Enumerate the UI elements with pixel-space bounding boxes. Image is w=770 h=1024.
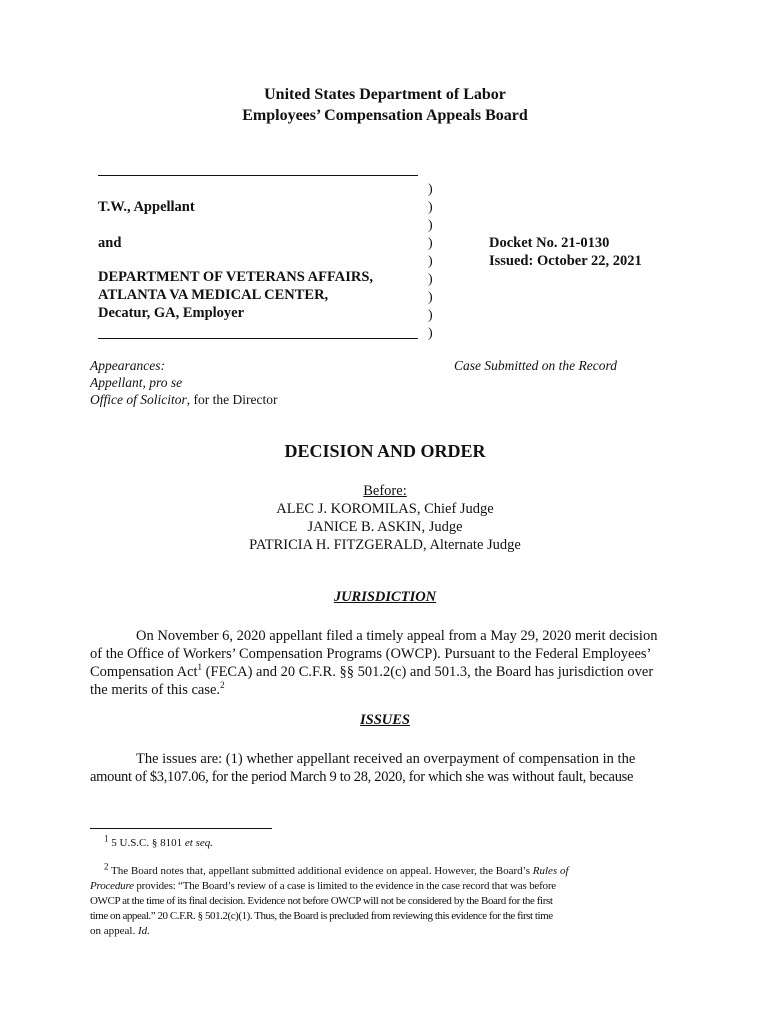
footnote-1-number: 1 (104, 833, 109, 844)
footnote-1-text: 5 U.S.C. § 8101 (108, 837, 185, 849)
caption-top-rule (98, 175, 418, 176)
decision-title: DECISION AND ORDER (284, 441, 486, 461)
footnote-2-line-5 (90, 924, 150, 939)
paren: ) (428, 326, 433, 341)
employer-line-3: Decatur, GA, Employer (98, 305, 245, 321)
footnote-2-text-a: The Board notes that, appellant submitted additional evidence on appeal. However, the Board’s (108, 865, 533, 877)
paren: ) (428, 254, 433, 269)
appellant-name: T.W., Appellant (98, 199, 195, 215)
caption-bottom-rule (98, 338, 418, 339)
footnote-2-rules-of: Rules of (532, 865, 569, 877)
footnote-2-line-3: OWCP at the time of its final decision. Evidence not before OWCP will not be considered by the Board for the first (90, 895, 553, 907)
caption-and: and (98, 235, 122, 251)
paren: ) (428, 308, 433, 323)
footnote-2-text-b: provides: “The Board’s review of a case is limited to the evidence in the case record that was before (133, 880, 556, 892)
footnote-separator (90, 828, 272, 829)
board-title: Employees’ Compensation Appeals Board (242, 107, 528, 124)
solicitor-name: Office of Solicitor (90, 392, 187, 407)
solicitor-role: , for the Director (186, 392, 278, 407)
jurisdiction-line-4a: the merits of this case. (90, 682, 221, 698)
footnote-2-procedure: Procedure (90, 880, 134, 892)
footnote-2-number: 2 (104, 861, 109, 872)
paren: ) (428, 290, 433, 305)
footnote-2-line-2 (90, 879, 556, 894)
footnote-1 (104, 833, 214, 851)
solicitor-line (90, 392, 277, 408)
footnote-2-id: Id. (137, 925, 150, 937)
jurisdiction-heading: JURISDICTION (333, 589, 437, 605)
paren: ) (428, 236, 433, 251)
footnote-1-etseq: et seq. (184, 837, 214, 849)
issued-date: Issued: October 22, 2021 (489, 253, 642, 269)
paren: ) (428, 182, 433, 197)
employer-line-1: DEPARTMENT OF VETERANS AFFAIRS, (98, 269, 374, 285)
case-submitted: Case Submitted on the Record (454, 358, 617, 373)
jurisdiction-line-3a: Compensation Act (90, 664, 198, 680)
judge-1: ALEC J. KOROMILAS, Chief Judge (276, 501, 494, 517)
jurisdiction-line-4 (90, 681, 225, 699)
jurisdiction-line-3b: (FECA) and 20 C.F.R. §§ 501.2(c) and 501.3, the Board has jurisdiction over (202, 664, 654, 680)
appellant-pro-se: Appellant, pro se (90, 375, 183, 390)
agency-title: United States Department of Labor (264, 86, 506, 103)
paren: ) (428, 200, 433, 215)
paren: ) (428, 218, 433, 233)
before-label: Before: (363, 483, 407, 499)
issues-line-1: The issues are: (1) whether appellant received an overpayment of compensation in the (136, 751, 636, 767)
paren: ) (428, 272, 433, 287)
footnote-2-line-4: time on appeal.” 20 C.F.R. § 501.2(c)(1). Thus, the Board is precluded from reviewing this evidence for the first time (90, 910, 553, 922)
issues-heading: ISSUES (360, 712, 410, 728)
footnote-2-text-c: on appeal. (90, 925, 138, 937)
jurisdiction-line-3 (90, 663, 653, 681)
footnote-2-line-1 (104, 861, 569, 879)
employer-line-2: ATLANTA VA MEDICAL CENTER, (98, 287, 329, 303)
judge-3: PATRICIA H. FITZGERALD, Alternate Judge (249, 537, 521, 553)
issues-line-2: amount of $3,107.06, for the period March 9 to 28, 2020, for which she was without fault, because (90, 769, 634, 785)
jurisdiction-line-1: On November 6, 2020 appellant filed a timely appeal from a May 29, 2020 merit decision (136, 628, 658, 644)
appearances-label: Appearances: (90, 358, 165, 373)
judge-2: JANICE B. ASKIN, Judge (307, 519, 463, 535)
footnote-ref-2[interactable]: 2 (220, 680, 225, 691)
jurisdiction-line-2: of the Office of Workers’ Compensation Programs (OWCP). Pursuant to the Federal Employees’ (90, 646, 652, 662)
docket-number: Docket No. 21-0130 (489, 235, 610, 251)
footnote-ref-1[interactable]: 1 (197, 662, 203, 673)
